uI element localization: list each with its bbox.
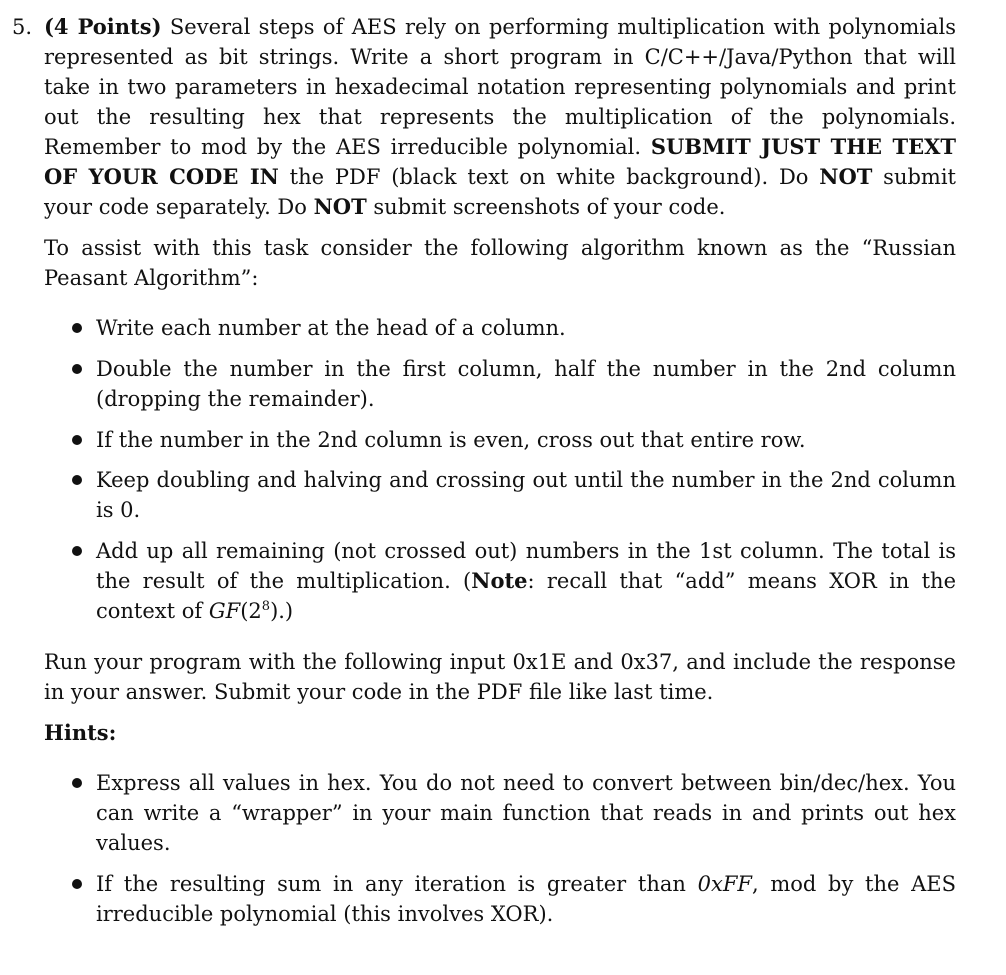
question-intro [44,12,956,222]
hint2-text-1: If the resulting sum in any iteration is greater than [96,872,698,896]
algorithm-step: Write each number at the head of a column. [96,316,566,340]
intro-text-4: submit screenshots of your code. [366,195,726,219]
hint-item: Express all values in hex. You do not need to convert between bin/dec/hex. You can write a “wrapper” in your main function that reads in and prints out hex values. [96,771,956,855]
intro-text-3: submit your code separately. Do [44,165,956,219]
hint2-math: 0xFF [697,872,752,896]
assist-paragraph: To assist with this task consider the following algorithm known as the “Russian Peasant Algorithm”: [44,236,956,290]
intro-text-2: the PDF (black text on white background). Do [278,165,820,189]
hint-item [96,869,956,929]
intro-bold: SUBMIT JUST THE TEXT OF YOUR CODE IN [44,134,957,189]
gf-exponent: 8 [261,599,271,614]
question-number: 5. [12,15,33,39]
hints-heading: Hints: [44,720,117,745]
run-paragraph: Run your program with the following input 0x1E and 0x37, and include the response in your answer. Submit your code in the PDF file like last time. [44,650,956,704]
algorithm-step: Double the number in the first column, half the number in the 2nd column (dropping the remainder). [96,357,956,411]
bullet-icon [72,546,82,556]
bullet-icon [72,475,82,485]
note-label: Note [471,568,528,593]
bullet-icon [72,778,82,788]
algorithm-step-xor [96,536,956,626]
question-points: (4 Points) [44,14,162,39]
bullet-icon [72,435,82,445]
bullet-icon [72,364,82,374]
gf-symbol: GF [208,599,241,623]
bullet-icon [72,879,82,889]
gf-close: ).) [270,599,294,623]
bullet-icon [72,323,82,333]
not-emphasis-1: NOT [819,164,873,189]
intro-text-1: Several steps of AES rely on performing multiplication with polynomials represented as bit strings. Write a short program in C/C++/Java/Python that will take in two parameters in hexadecimal notation representing polynomials and print out the resulting hex that represents the multiplication of the polynomials. Remember to mod by the AES irreducible polynomial. [44,15,956,159]
algorithm-step: If the number in the 2nd column is even, cross out that entire row. [96,428,806,452]
not-emphasis-2: NOT [313,194,367,219]
step5-text-1: Add up all remaining (not crossed out) numbers in the 1st column. The total is the result of the multiplication. ( [96,539,956,593]
step5-text-2: : recall that “add” means XOR in the context of [96,569,957,623]
hint2-text-2: , mod by the AES irreducible polynomial (this involves XOR). [96,872,956,926]
gf-open: (2 [240,599,262,623]
algorithm-step: Keep doubling and halving and crossing out until the number in the 2nd column is 0. [96,468,956,522]
